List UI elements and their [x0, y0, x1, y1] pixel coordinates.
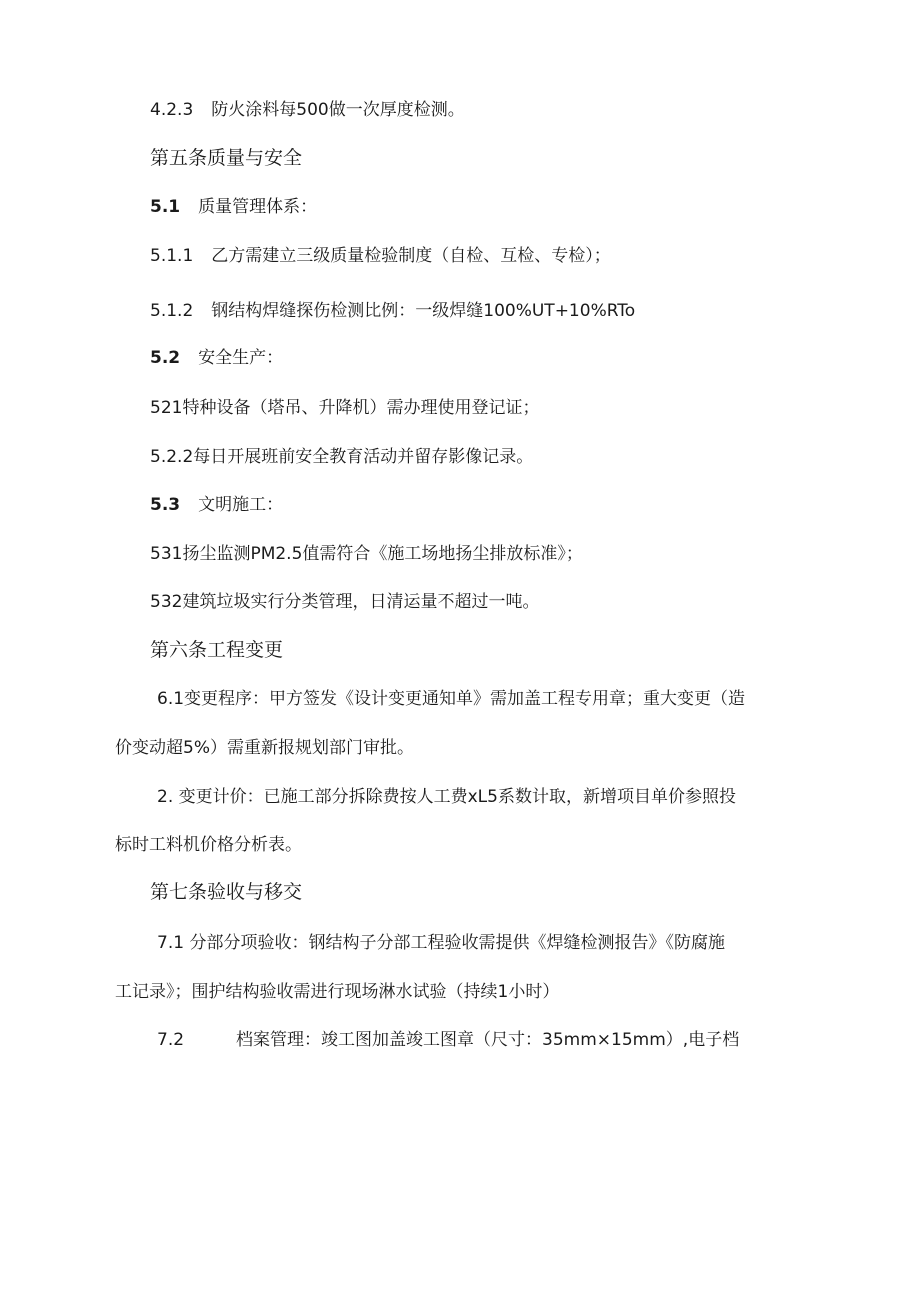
- article-5-heading: [150, 146, 302, 170]
- clause-number: 5.1.1: [150, 246, 194, 266]
- section-title: 安全生产：: [198, 348, 284, 368]
- section-title: 质量管理体系：: [198, 197, 318, 217]
- article-7-heading: [150, 880, 302, 904]
- clause-6-2-line-1: [157, 785, 736, 809]
- clause-text: 价变动超5%）需重新报规划部门审批。: [115, 738, 414, 758]
- clause-number: 4.2.3: [150, 100, 194, 120]
- clause-number: 5.1.2: [150, 301, 194, 321]
- clause-text: 6.1变更程序：甲方签发《设计变更通知单》需加盖工程专用章；重大变更（造: [157, 689, 746, 709]
- clause-4-2-3: [150, 98, 465, 122]
- clause-text: 工记录》；围护结构验收需进行现场淋水试验（持续1小时）: [115, 982, 560, 1002]
- section-number: 5.2: [150, 348, 181, 368]
- clause-5-2-2: [150, 445, 533, 469]
- clause-text: 档案管理：竣工图加盖竣工图章（尺寸：35mm×15mm）,电子档: [236, 1030, 740, 1050]
- clause-text: 标时工料机价格分析表。: [115, 835, 302, 855]
- clause-text: 5.2.2每日开展班前安全教育活动并留存影像记录。: [150, 447, 534, 467]
- section-5-2-heading: [150, 346, 283, 370]
- section-title: 文明施工：: [198, 495, 284, 515]
- clause-5-2-1: [150, 396, 539, 420]
- section-number: 5.3: [150, 495, 181, 515]
- clause-5-1-1: [150, 244, 611, 268]
- clause-7-1-line-1: [157, 931, 725, 955]
- section-5-3-heading: [150, 493, 283, 517]
- article-title: 第七条验收与移交: [150, 881, 303, 903]
- section-number: 5.1: [150, 197, 181, 217]
- clause-text: 521特种设备（塔吊、升降机）需办理使用登记证；: [150, 398, 540, 418]
- article-6-heading: [150, 638, 283, 662]
- clause-5-1-2: [150, 299, 635, 323]
- clause-number: 7.2: [157, 1030, 185, 1050]
- clause-7-1-line-2: [115, 980, 559, 1004]
- clause-text: 乙方需建立三级质量检验制度（自检、互检、专检）；: [211, 246, 611, 266]
- clause-6-1-line-1: [157, 687, 745, 711]
- clause-6-2-line-2: [115, 833, 302, 857]
- clause-text: 防火涂料每500做一次厚度检测。: [211, 100, 465, 120]
- clause-text: 2. 变更计价：已施工部分拆除费按人工费xL5系数计取，新增项目单价参照投: [157, 787, 736, 807]
- clause-text: 532建筑垃圾实行分类管理，日清运量不超过一吨。: [150, 592, 540, 612]
- article-title: 第五条质量与安全: [150, 147, 303, 169]
- clause-text: 7.1 分部分项验收：钢结构子分部工程验收需提供《焊缝检测报告》《防腐施: [157, 933, 725, 953]
- section-5-1-heading: [150, 195, 317, 219]
- clause-text: 531扬尘监测PM2.5值需符合《施工场地扬尘排放标准》；: [150, 544, 583, 564]
- clause-5-3-1: [150, 542, 583, 566]
- clause-7-2: [157, 1028, 739, 1052]
- clause-text: 钢结构焊缝探伤检测比例：一级焊缝100%UT+10%RTo: [211, 301, 636, 321]
- clause-6-1-line-2: [115, 736, 414, 760]
- clause-5-3-2: [150, 590, 539, 614]
- article-title: 第六条工程变更: [150, 639, 284, 661]
